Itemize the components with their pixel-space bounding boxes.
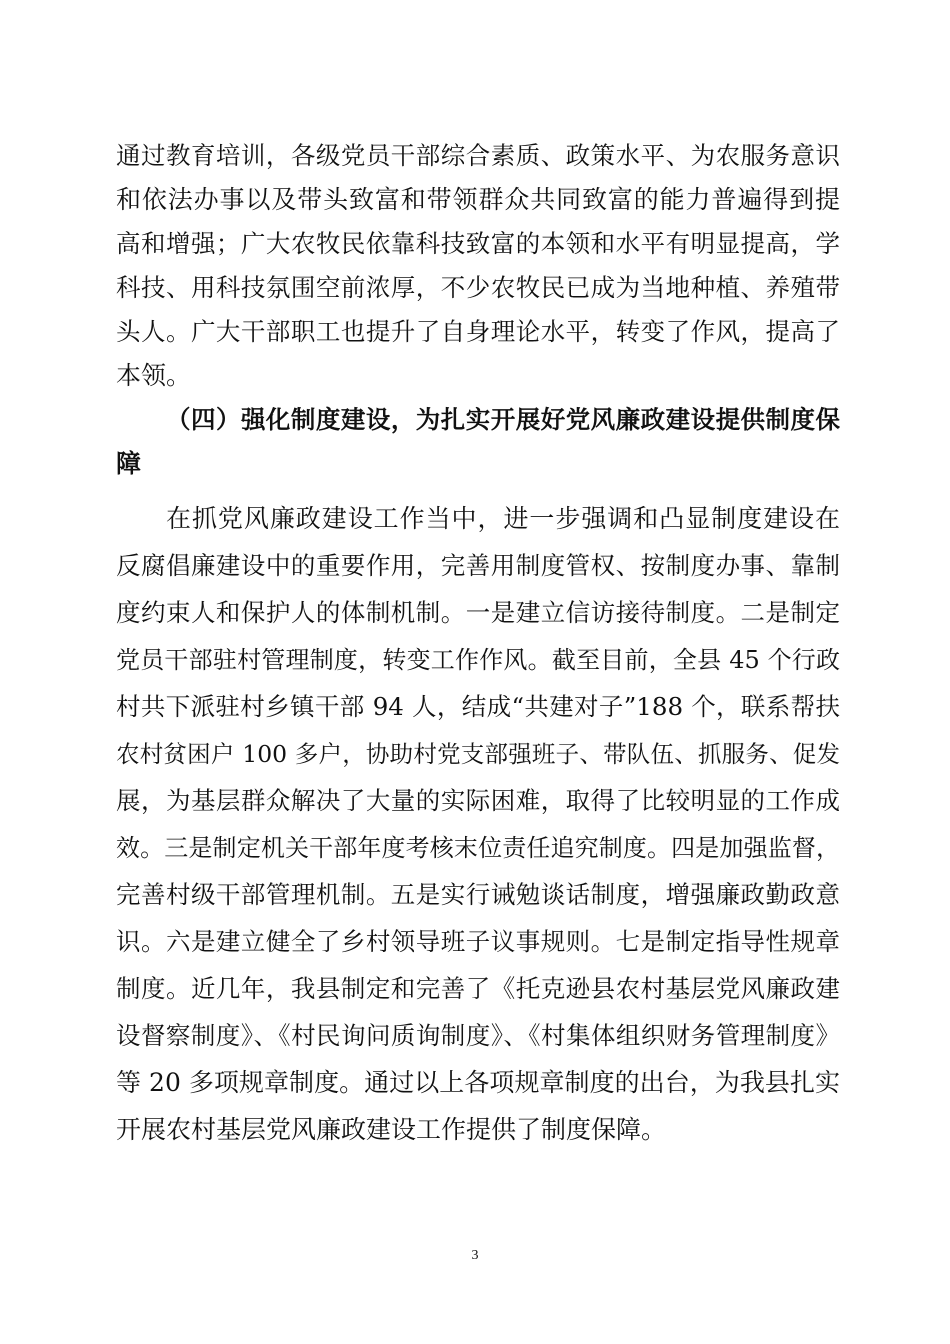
paragraph-line: 村共下派驻村乡镇干部 94 人，结成“共建对子”188 个，联系帮扶 bbox=[116, 692, 840, 721]
paragraph-line: 通过教育培训，各级党员干部综合素质、政策水平、为农服务意识 bbox=[116, 141, 840, 170]
paragraph-line: 头人。广大干部职工也提升了自身理论水平，转变了作风，提高了 bbox=[116, 317, 840, 346]
paragraph-line: 制度。近几年，我县制定和完善了《托克逊县农村基层党风廉政建 bbox=[116, 974, 840, 1003]
paragraph-line: 党员干部驻村管理制度，转变工作作风。截至目前，全县 45 个行政 bbox=[116, 646, 840, 674]
paragraph-line: 度约束人和保护人的体制机制。一是建立信访接待制度。二是制定 bbox=[116, 598, 840, 627]
page-number: 3 bbox=[471, 1248, 479, 1263]
paragraph-line: 科技、用科技氛围空前浓厚，不少农牧民已成为当地种植、养殖带 bbox=[116, 273, 840, 302]
paragraph-line: 高和增强；广大农牧民依靠科技致富的本领和水平有明显提高，学 bbox=[116, 229, 840, 258]
paragraph-line: 展，为基层群众解决了大量的实际困难，取得了比较明显的工作成 bbox=[116, 786, 840, 815]
paragraph-line: 效。三是制定机关干部年度考核末位责任追究制度。四是加强监督， bbox=[116, 834, 840, 862]
paragraph-line: 本领。 bbox=[116, 361, 192, 390]
section-heading: （四）强化制度建设，为扎实开展好党风廉政建设提供制度保 bbox=[166, 405, 840, 434]
paragraph-line: 和依法办事以及带头致富和带领群众共同致富的能力普遍得到提 bbox=[116, 185, 840, 214]
paragraph-line: 设督察制度》、《村民询问质询制度》、《村集体组织财务管理制度》 bbox=[116, 1021, 840, 1050]
paragraph-line: 识。六是建立健全了乡村领导班子议事规则。七是制定指导性规章 bbox=[116, 927, 840, 956]
paragraph-line: 在抓党风廉政建设工作当中，进一步强调和凸显制度建设在 bbox=[166, 504, 840, 533]
paragraph-line: 完善村级干部管理机制。五是实行诫勉谈话制度，增强廉政勤政意 bbox=[116, 880, 840, 909]
paragraph-line: 农村贫困户 100 多户，协助村党支部强班子、带队伍、抓服务、促发 bbox=[116, 740, 840, 768]
paragraph-line: 反腐倡廉建设中的重要作用，完善用制度管权、按制度办事、靠制 bbox=[116, 551, 840, 580]
paragraph-line: 开展农村基层党风廉政建设工作提供了制度保障。 bbox=[116, 1115, 667, 1144]
paragraph-line: 等 20 多项规章制度。通过以上各项规章制度的出台，为我县扎实 bbox=[116, 1068, 840, 1097]
section-heading-continued: 障 bbox=[116, 449, 142, 478]
